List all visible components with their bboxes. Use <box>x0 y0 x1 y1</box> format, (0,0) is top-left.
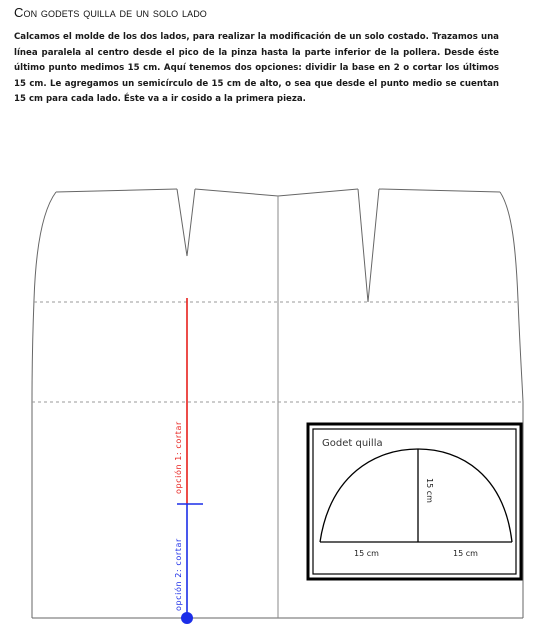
option1-label: opción 1: cortar <box>174 421 183 494</box>
page-title: Con godets quilla de un solo lado <box>14 5 207 20</box>
godet-inset <box>308 424 521 579</box>
inset-title: Godet quilla <box>322 438 383 449</box>
waist-right <box>379 189 500 192</box>
option2-label: opción 2: cortar <box>174 538 183 611</box>
waist-left <box>56 189 177 192</box>
hem-point-dot <box>181 612 193 624</box>
godet-left-base-label: 15 cm <box>354 549 379 558</box>
godet-right-base-label: 15 cm <box>453 549 478 558</box>
waist-center-left <box>195 189 278 196</box>
left-side-seam <box>32 192 56 618</box>
godet-height-label: 15 cm <box>425 478 434 503</box>
left-dart <box>177 189 195 256</box>
instructions-paragraph: Calcamos el molde de los dos lados, para realizar la modificación de un solo costado. Trazamos una línea paralela al centro desde el pico de la pinza hasta la parte inferior de la pollera. Desde éste último punto medimos 15 cm. Aquí tenemos dos opciones: dividir la base en 2 o cortar los últimos 15 cm. Le agregamos un semicírculo de 15 cm de alto, o sea que desde el punto medio se cuentan 15 cm para cada lado. Éste va a ir cosido a la primera pieza. <box>14 32 499 105</box>
waist-center-right <box>278 189 358 196</box>
right-dart <box>358 189 379 302</box>
